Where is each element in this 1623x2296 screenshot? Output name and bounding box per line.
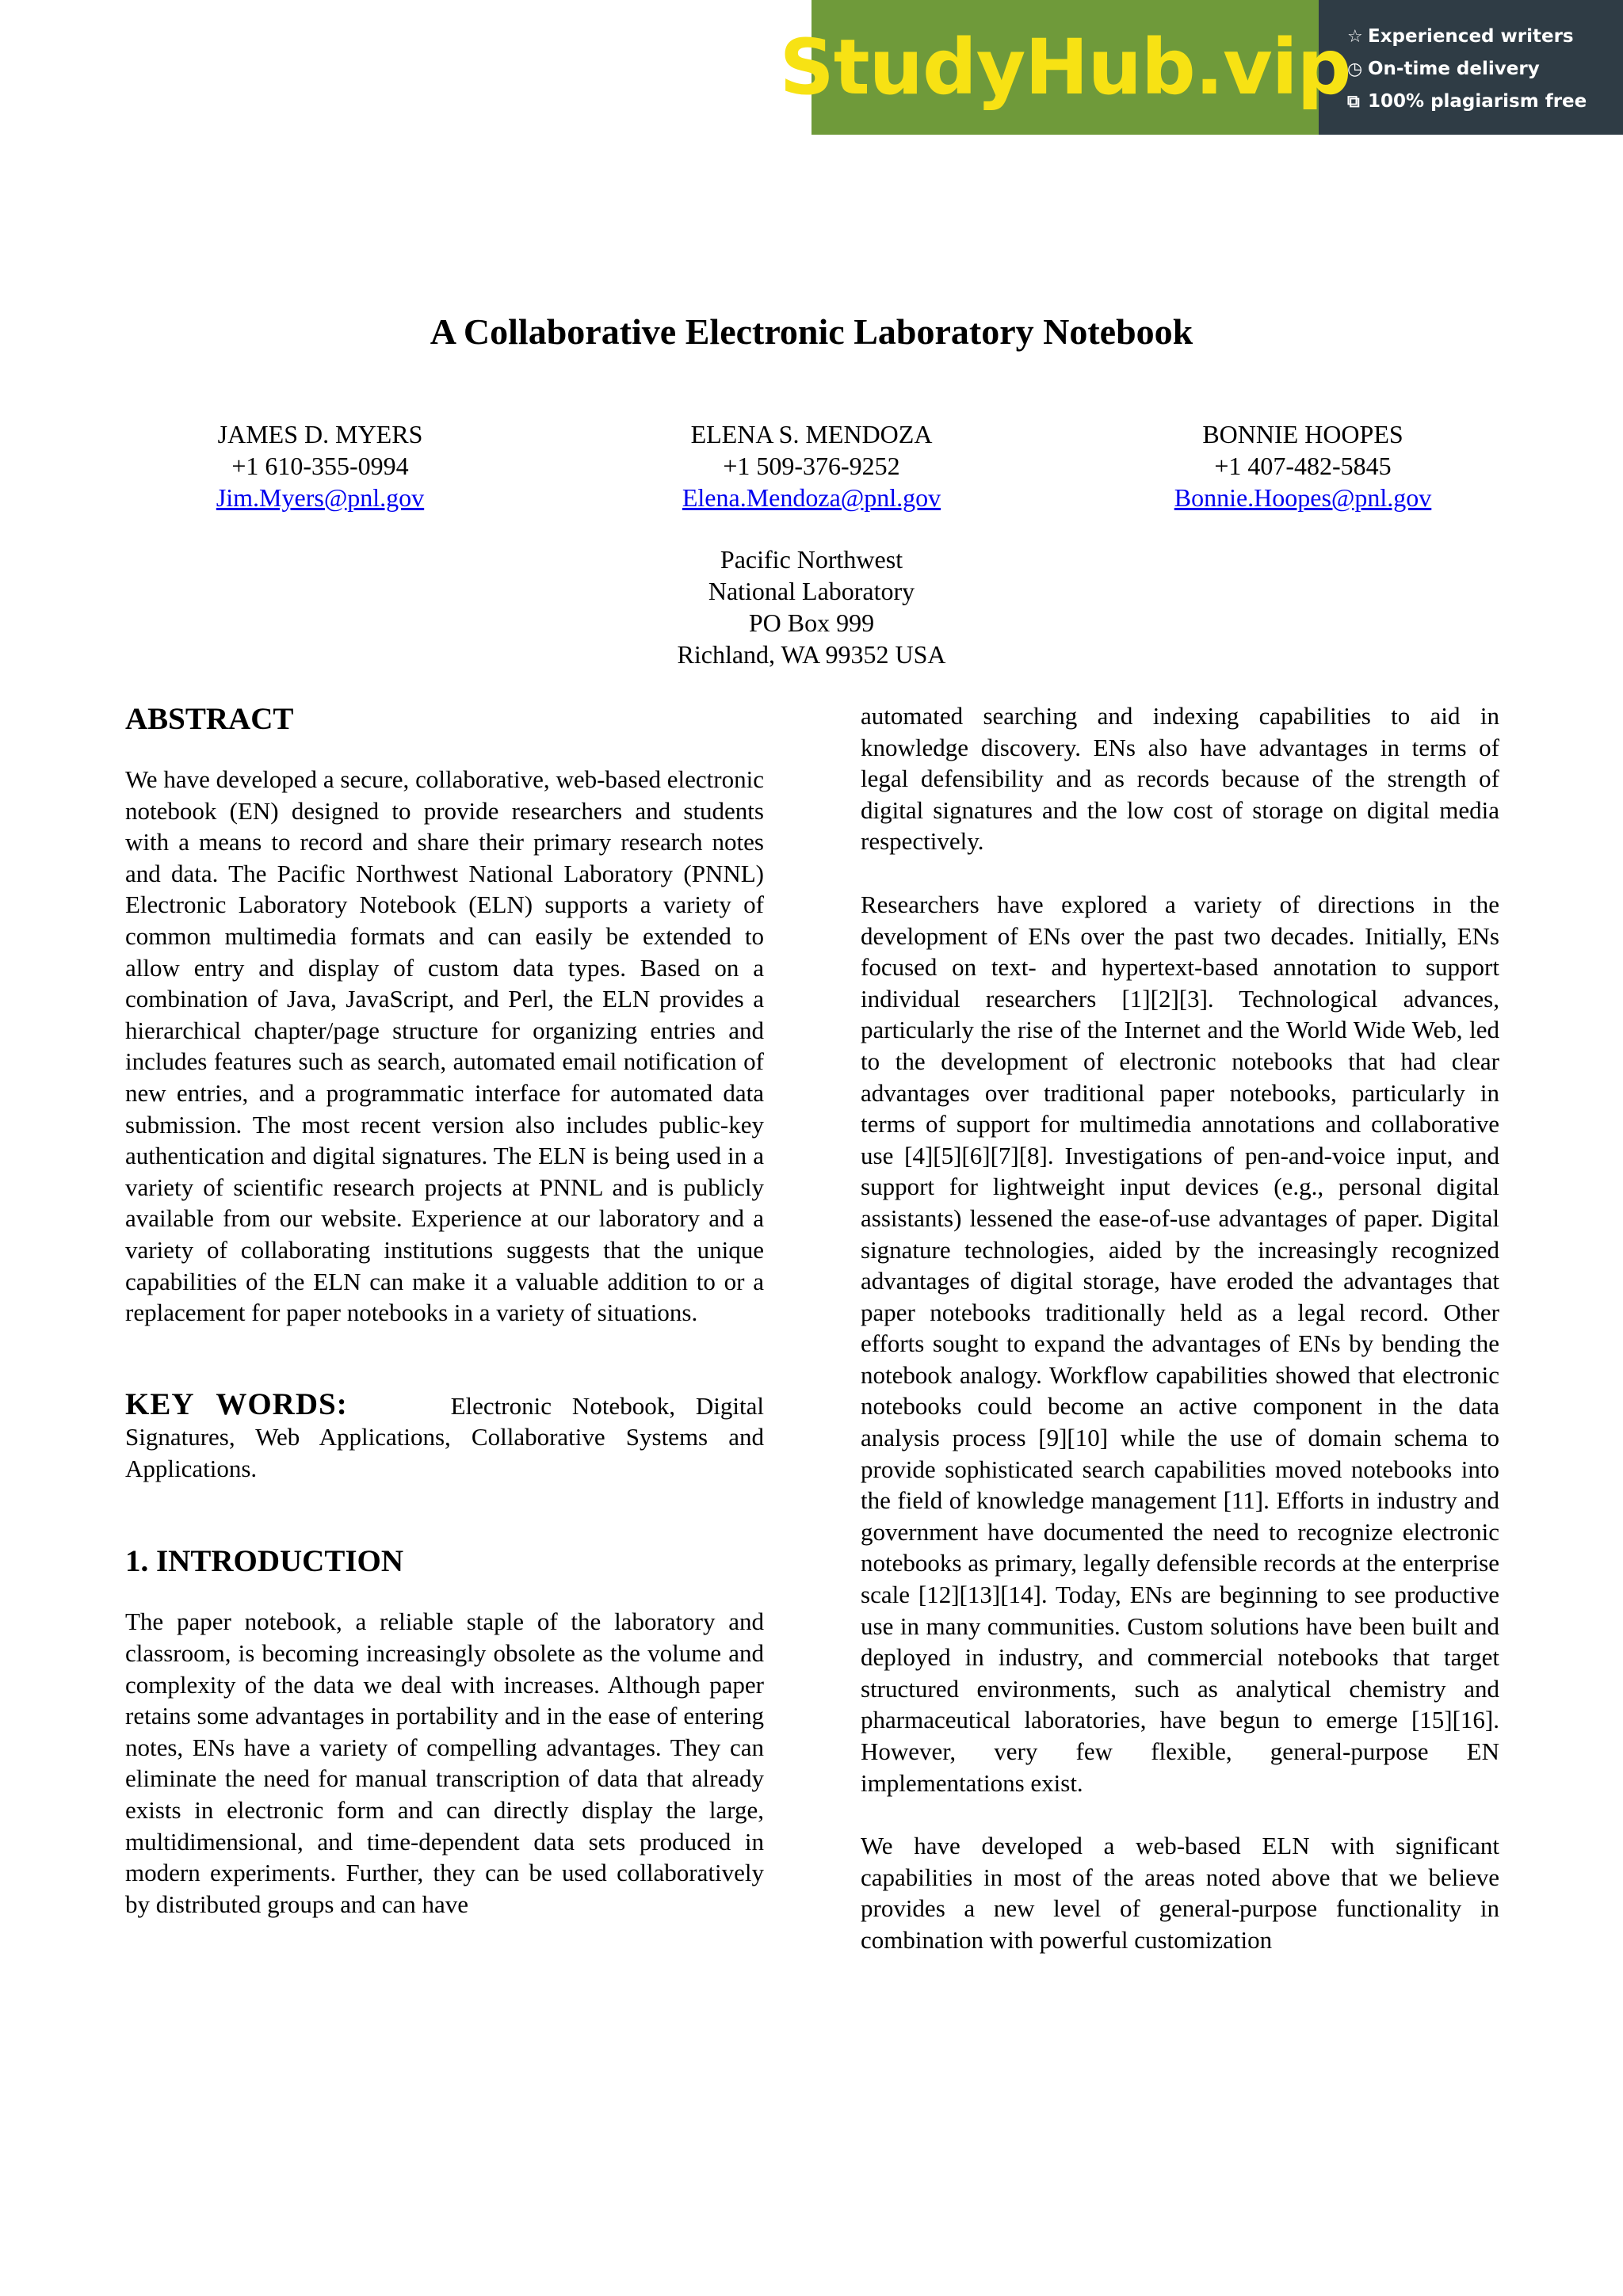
feature-text: 100% plagiarism free <box>1368 91 1587 112</box>
affiliation-line: Richland, WA 99352 USA <box>677 640 946 669</box>
affiliation-line: PO Box 999 <box>748 608 875 637</box>
author-name: JAMES D. MYERS <box>217 420 423 448</box>
author-name: ELENA S. MENDOZA <box>690 420 933 448</box>
affiliation-line: National Laboratory <box>708 577 915 605</box>
author-email-link[interactable]: Bonnie.Hoopes@pnl.gov <box>1174 483 1432 512</box>
clock-icon: ◷ <box>1347 59 1363 79</box>
author-phone: +1 407-482-5845 <box>1214 452 1392 480</box>
author-phone: +1 610-355-0994 <box>231 452 409 480</box>
keywords-text: Electronic Notebook, Digital Signatures, Web Applications, Collaborative Systems and Applications. <box>125 1391 765 1482</box>
feature-item <box>1347 21 1617 53</box>
author-phone: +1 509-376-9252 <box>723 452 900 480</box>
body-paragraph: automated searching and indexing capabilities to aid in knowledge discovery. ENs also have advantages in terms of legal defensibility and as records because of the strength of digital signatures and the low cost of storage on digital media respectively. <box>861 702 1499 856</box>
abstract-heading: ABSTRACT <box>125 702 294 736</box>
feature-item <box>1347 86 1617 118</box>
affiliation-line: Pacific Northwest <box>720 545 903 574</box>
feature-list <box>1347 21 1617 118</box>
feature-text: Experienced writers <box>1368 26 1574 47</box>
author-name: BONNIE HOOPES <box>1202 420 1403 448</box>
studyhub-logo[interactable] <box>779 0 1351 135</box>
body-paragraph: We have developed a web-based ELN with significant capabilities in most of the areas noted above that we believe provides a new level of general-purpose functionality in combination with powerful customization <box>861 1832 1499 1954</box>
keywords-heading: KEY WORDS: <box>125 1386 348 1421</box>
affiliation <box>0 543 1623 670</box>
feature-item <box>1347 53 1617 86</box>
author-email-link[interactable]: Jim.Myers@pnl.gov <box>216 483 425 512</box>
author-block <box>82 418 558 513</box>
logo-text: StudyHub.vip <box>779 23 1351 112</box>
copy-icon: ⧉ <box>1347 92 1360 112</box>
paper-title: A Collaborative Electronic Laboratory Notebook <box>430 311 1193 352</box>
keywords-paragraph <box>125 1386 765 1485</box>
author-block <box>1065 418 1541 513</box>
author-block <box>574 418 1049 513</box>
star-icon: ☆ <box>1347 27 1363 47</box>
body-paragraph: Researchers have explored a variety of directions in the development of ENs over the past two decades. Initially, ENs focused on text- and hypertext-based annotation to support individual researchers [1][2][3]. Technological advances, particularly the rise of the Internet and the World Wide Web, led to the development of electronic notebooks that had clear advantages over traditional paper notebooks, particularly in terms of support for multimedia annotations and collaborative use [4][5][6][7][8]. Investigations of pen-and-voice input, and support for lightweight input devices (e.g., personal digital assistants) lessened the ease-of-use advantages of paper. Digital signature technologies, aided by the increasingly recognized advantages of digital storage, have eroded the advantages that paper notebooks traditionally held as a legal record. Other efforts sought to expand the advantages of ENs by bending the notebook analogy. Workflow capabilities showed that electronic notebooks could become an active component in the data analysis process [9][10] while the use of domain schema to provide sophisticated search capabilities moved notebooks into the field of knowledge management [11]. Efforts in industry and government have documented the need to recognize electronic notebooks as primary, legally defensible records at the enterprise scale [12][13][14]. Today, ENs are beginning to see productive use in many communities. Custom solutions have been built and deployed in industry, and commercial notebooks that target structured environments, such as analytical chemistry and pharmaceutical laboratories, have begun to emerge [15][16]. However, very few flexible, general-purpose EN implementations exist. <box>861 890 1499 1797</box>
abstract-text: We have developed a secure, collaborative, web-based electronic notebook (EN) designed to provide researchers and students with a means to record and share their primary research notes and data. The Pacific Northwest National Laboratory (PNNL) Electronic Laboratory Notebook (ELN) supports a variety of common multimedia formats and can easily be extended to allow entry and display of custom data types. Based on a combination of Java, JavaScript, and Perl, the ELN provides a hierarchical chapter/page structure for organizing entries and includes features such as search, automated email notification of new entries, and a programmatic interface for automated data submission. The most recent version also includes public-key authentication and digital signatures. The ELN is being used in a variety of scientific research projects at PNNL and is publicly available from our website. Experience at our laboratory and a variety of collaborating institutions suggests that the unique capabilities of the ELN can make it a valuable addition to or a replacement for paper notebooks in a variety of situations. <box>125 765 764 1327</box>
author-email-link[interactable]: Elena.Mendoza@pnl.gov <box>682 483 941 512</box>
introduction-heading: 1. INTRODUCTION <box>125 1544 404 1579</box>
left-column <box>125 700 764 1920</box>
right-column <box>861 700 1499 1956</box>
intro-paragraph: The paper notebook, a reliable staple of the laboratory and classroom, is becoming increasingly obsolete as the volume and complexity of the data we deal with increases. Although paper retains some advantages in portability and in the ease of entering notes, ENs have a variety of compelling advantages. They can eliminate the need for manual transcription of data that already exists in electronic form and can directly display the large, multidimensional, and time-dependent data sets produced in modern experiments. Further, they can be used collaboratively by distributed groups and can have <box>125 1608 764 1918</box>
promo-banner[interactable] <box>779 0 1623 135</box>
feature-text: On-time delivery <box>1368 59 1540 79</box>
